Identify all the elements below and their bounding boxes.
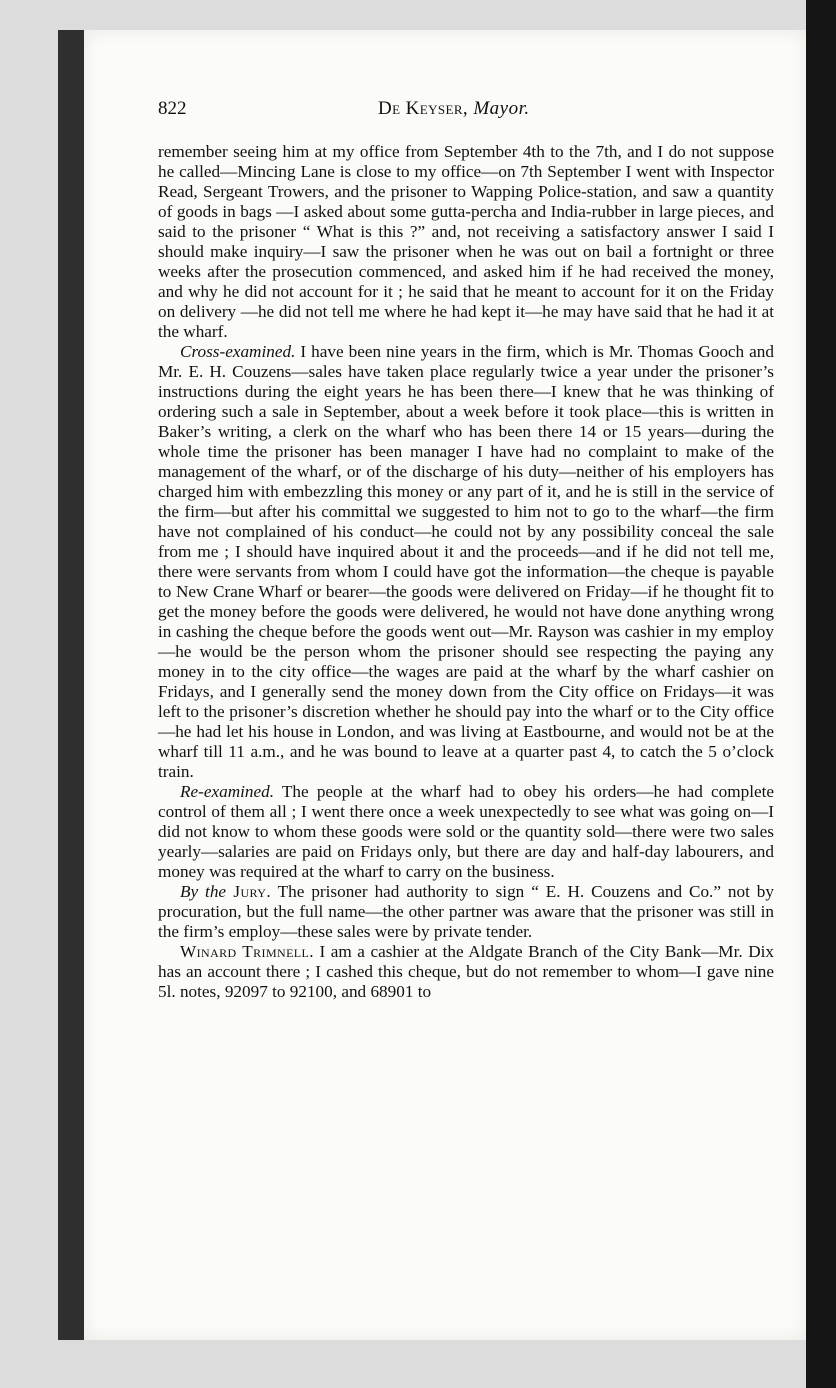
book-page (84, 30, 806, 1340)
paragraph-re-examined (158, 782, 774, 882)
page-number: 822 (158, 98, 187, 119)
paragraph-text: The people at the wharf had to obey his orders—he had complete control of them all ; I went there once a week unexpectedly to see what was going on—I did not know to whom these goods were sold or the quantity sold—there were two sales yearly—salaries are paid on Fridays only, but there are day and half-day labourers, and money was required at the wharf to carry on the business. (158, 782, 774, 881)
paragraph-lead: By the (180, 882, 227, 901)
paragraph-by-the-jury (158, 882, 774, 942)
book-binding-left (58, 30, 84, 1340)
paragraph-witness-trimnell (158, 942, 774, 1002)
paragraph-text: The prisoner had authority to sign “ E. H. Couzens and Co.” not by procuration, but the full name—the other partner was aware that the prisoner was still in the firm’s employ—these sales were by private tender. (158, 882, 774, 941)
book-binding-right (806, 0, 836, 1388)
paragraph-text: I am a cashier at the Aldgate Branch of the City Bank—Mr. Dix has an account there ; I cashed this cheque, but do not remember to whom—I gave nine 5l. notes, 92097 to 92100, and 68901 to (158, 942, 774, 1001)
running-head (378, 98, 530, 120)
running-head-name: De Keyser, (378, 98, 469, 119)
paragraph-continuation (158, 142, 774, 342)
paragraph-text: remember seeing him at my office from September 4th to the 7th, and I do not suppose he called—Mincing Lane is close to my office—on 7th September I went with Inspector Read, Sergeant Trowers, and the prisoner to Wapping Police-station, and saw a quantity of goods in bags —I asked about some gutta-percha and India-rubber in large pieces, and said to the prisoner “ What is this ?” and, not receiving a satisfactory answer I said I should make inquiry—I saw the prisoner when he was out on bail a fortnight or three weeks after the prosecution commenced, and asked him if he had received the money, and why he did not account for it ; he said that he meant to account for it on the Friday on delivery —he did not tell me where he had kept it—he may have said that he had it at the wharf. (158, 142, 774, 341)
running-head-role: Mayor. (473, 98, 530, 119)
paragraph-lead: Re-examined. (180, 782, 275, 801)
witness-name: Winard Trimnell. (180, 942, 314, 961)
paragraph-text: I have been nine years in the firm, which is Mr. Thomas Gooch and Mr. E. H. Couzens—sales have taken place regularly twice a year under the prisoner’s instructions during the eight years he has been there—I knew that he was thinking of ordering such a sale in September, about a week before it took place—this is written in Baker’s writing, a clerk on the wharf who has been there 14 or 15 years—during the whole time the prisoner has been manager I have had no complaint to make of the management of the wharf, or of the discharge of his duty—neither of his employers has charged him with embezzling this money or any part of it, and he is still in the service of the firm—but after his committal we suggested to him not to go to the wharf—the firm have not complained of his conduct—he could not by any possibility conceal the sale from me ; I should have inquired about it and the proceeds—and if he did not tell me, there were servants from whom I could have got the information—the cheque is payable to New Crane Wharf or bearer—the goods were delivered on Friday—if he thought fit to get the money before the goods were delivered, he would not have done anything wrong in cashing the cheque before the goods went out—Mr. Rayson was cashier in my employ—he would be the person whom the prisoner should see respecting the paying any money in to the city office—the wages are paid at the wharf by the wharf cashier on Fridays, and I generally send the money down from the City office on Fridays—it was left to the prisoner’s discretion whether he should pay into the wharf or to the City office—he had let his house in London, and was living at Eastbourne, and would not be at the wharf till 11 a.m., and he was bound to leave at a quarter past 4, to catch the 5 o’clock train. (158, 342, 774, 781)
page-header (158, 98, 778, 134)
paragraph-cross-examined (158, 342, 774, 782)
paragraph-lead-jury: Jury. (226, 882, 272, 901)
body-text (158, 142, 774, 1002)
paragraph-lead: Cross-examined. (180, 342, 296, 361)
